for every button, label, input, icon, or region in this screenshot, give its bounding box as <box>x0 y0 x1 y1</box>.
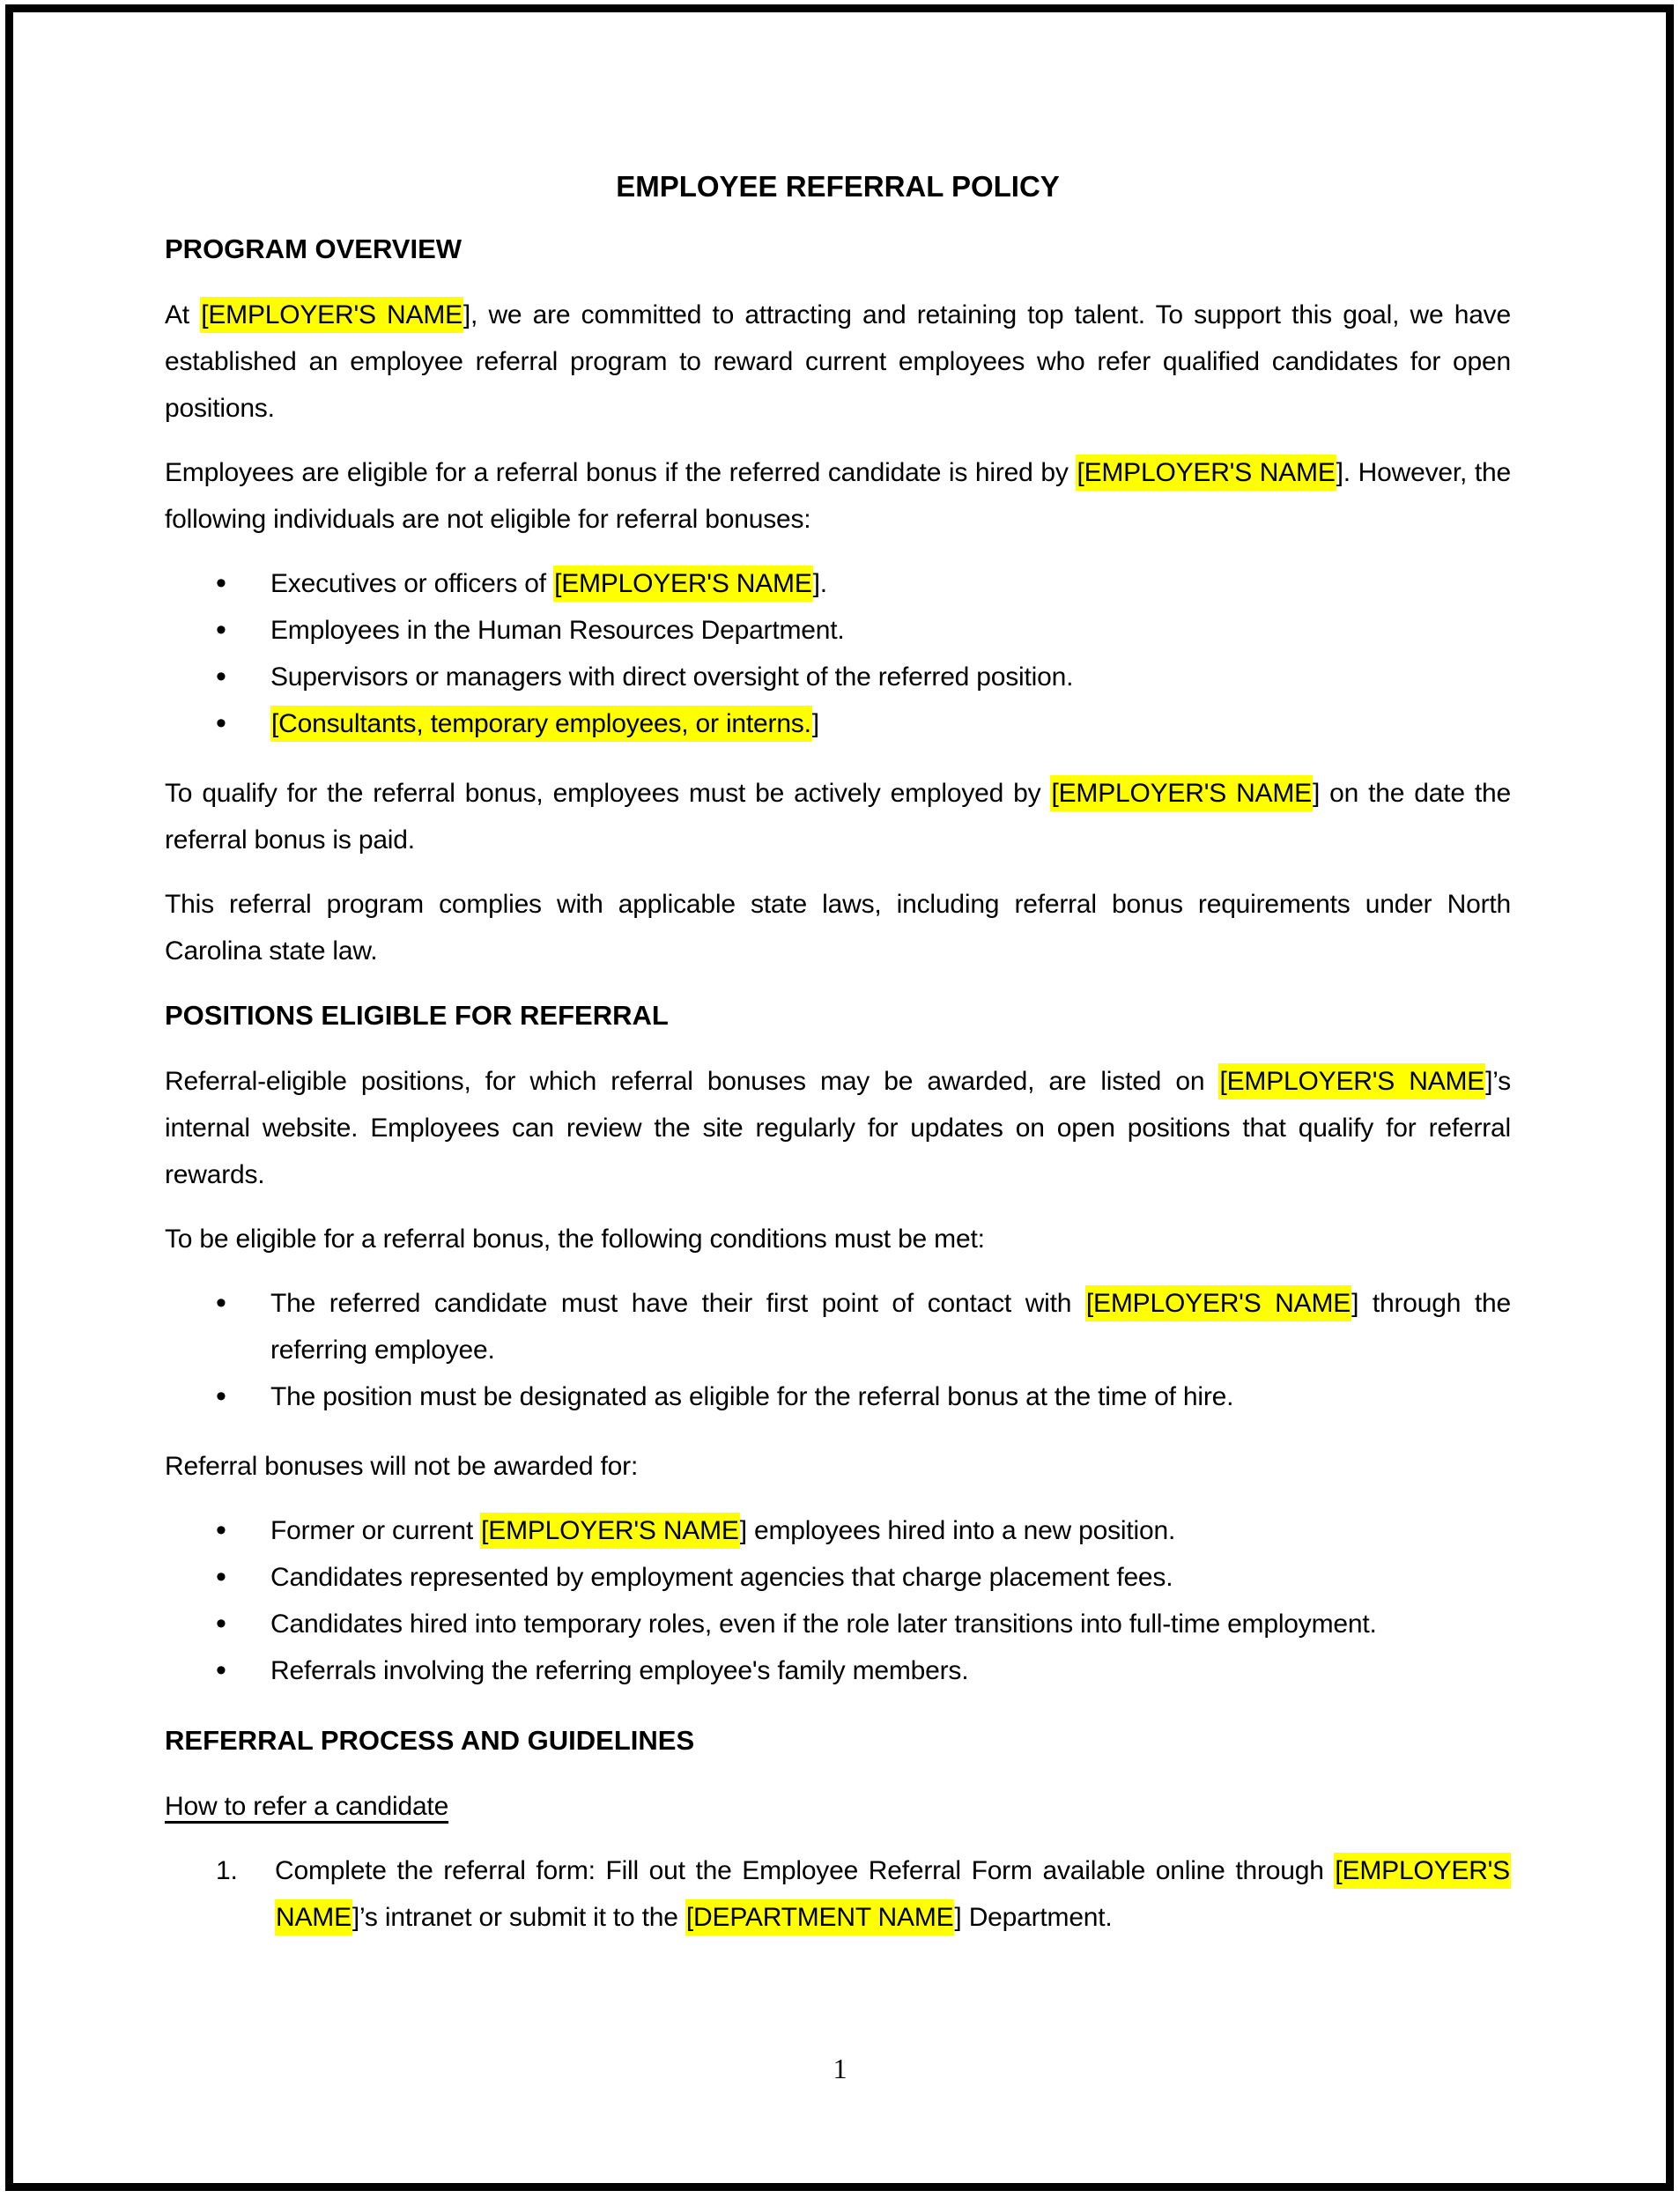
text-run: ] on the date the referral bonus is paid. <box>165 779 1511 855</box>
exclusions-list <box>165 1507 1511 1694</box>
text-run: ], we are committed to attracting and retaining top talent. To support this goal, we have established an employee referral program to reward current employees who refer qualified candidates for open positions. <box>165 300 1511 423</box>
text-run: ] through the referring employee. <box>270 1289 1511 1365</box>
step-number: 1. <box>216 1856 238 1885</box>
highlighted-placeholder: [EMPLOYER'S NAME <box>1050 775 1313 811</box>
text-run: Employees in the Human Resources Department. <box>270 616 845 645</box>
document-title: EMPLOYEE REFERRAL POLICY <box>616 170 1060 203</box>
text-run: ]’s intranet or submit it to the <box>352 1903 685 1932</box>
list-item-step-1 <box>165 1847 1511 1941</box>
highlighted-placeholder: [EMPLOYER'S NAME <box>275 1853 1511 1935</box>
text-run: ] <box>811 709 819 738</box>
highlighted-placeholder: [EMPLOYER'S NAME <box>200 297 463 333</box>
text-run: At <box>165 300 201 329</box>
text-run: ] Department. <box>954 1903 1113 1932</box>
ineligible-individuals-list <box>165 560 1511 747</box>
highlighted-placeholder: [EMPLOYER'S NAME <box>553 566 813 602</box>
text-run: Referrals involving the referring employee's family members. <box>270 1656 969 1685</box>
referral-steps-list <box>165 1847 1511 1941</box>
section-heading-positions-eligible: POSITIONS ELIGIBLE FOR REFERRAL <box>165 1000 669 1031</box>
subheading-how-to-refer <box>165 1783 1511 1830</box>
text-run: Referral-eligible positions, for which referral bonuses may be awarded, are listed on <box>165 1067 1219 1096</box>
paragraph-exclusions-intro <box>165 1443 1511 1490</box>
paragraph-eligible-positions <box>165 1058 1511 1198</box>
text-run: This referral program complies with applicable state laws, including referral bonus requirements under North Carolina state law. <box>165 890 1511 966</box>
paragraph-state-law <box>165 881 1511 974</box>
paragraph-program-intro <box>165 292 1511 432</box>
highlighted-placeholder: [Consultants, temporary employees, or interns. <box>270 706 812 742</box>
text-run: ]’s internal website. Employees can review the site regularly for updates on open positions that qualify for referral rewards. <box>165 1067 1511 1189</box>
page-number: 1 <box>833 2053 847 2084</box>
text-run: Employees are eligible for a referral bonus if the referred candidate is hired by <box>165 458 1077 487</box>
paragraph-conditions-intro <box>165 1216 1511 1262</box>
list-item <box>165 607 1511 654</box>
list-item <box>165 1373 1511 1420</box>
text-run: The referred candidate must have their first point of contact with <box>270 1289 1085 1318</box>
list-item <box>165 700 1511 747</box>
section-heading-referral-process: REFERRAL PROCESS AND GUIDELINES <box>165 1725 695 1756</box>
highlighted-placeholder: [EMPLOYER'S NAME <box>1076 455 1336 491</box>
text-run: ]. However, the following individuals are not eligible for referral bonuses: <box>165 458 1511 534</box>
list-item <box>165 1647 1511 1694</box>
list-item <box>165 1601 1511 1647</box>
text-run: Former or current <box>270 1516 481 1545</box>
paragraph-qualify <box>165 770 1511 863</box>
highlighted-placeholder: [EMPLOYER'S NAME <box>480 1513 740 1549</box>
conditions-list <box>165 1280 1511 1420</box>
list-item <box>165 654 1511 700</box>
step-text <box>275 1853 1511 1935</box>
text-run: Complete the referral form: Fill out the Employee Referral Form available online through <box>275 1856 1335 1885</box>
subheading-how-to-refer-text: How to refer a candidate <box>165 1792 449 1821</box>
text-run: Referral bonuses will not be awarded for: <box>165 1452 639 1481</box>
section-heading-program-overview: PROGRAM OVERVIEW <box>165 233 463 264</box>
highlighted-placeholder: [DEPARTMENT NAME <box>685 1899 955 1935</box>
list-item <box>165 1554 1511 1601</box>
text-run: Candidates represented by employment agencies that charge placement fees. <box>270 1563 1173 1592</box>
paragraph-eligibility <box>165 449 1511 543</box>
text-run: Candidates hired into temporary roles, even if the role later transitions into full-time employment. <box>270 1610 1377 1639</box>
highlighted-placeholder: [EMPLOYER'S NAME <box>1218 1063 1485 1099</box>
highlighted-placeholder: [EMPLOYER'S NAME <box>1085 1285 1351 1321</box>
text-run: To be eligible for a referral bonus, the following conditions must be met: <box>165 1225 985 1254</box>
list-item <box>165 1507 1511 1554</box>
list-item <box>165 1280 1511 1373</box>
text-run: To qualify for the referral bonus, employees must be actively employed by <box>165 779 1051 808</box>
text-run: Executives or officers of <box>270 569 554 598</box>
text-run: Supervisors or managers with direct oversight of the referred position. <box>270 662 1074 692</box>
list-item <box>165 560 1511 607</box>
text-run: The position must be designated as eligible for the referral bonus at the time of hire. <box>270 1382 1234 1411</box>
text-run: ]. <box>812 569 827 598</box>
text-run: ] employees hired into a new position. <box>739 1516 1176 1545</box>
